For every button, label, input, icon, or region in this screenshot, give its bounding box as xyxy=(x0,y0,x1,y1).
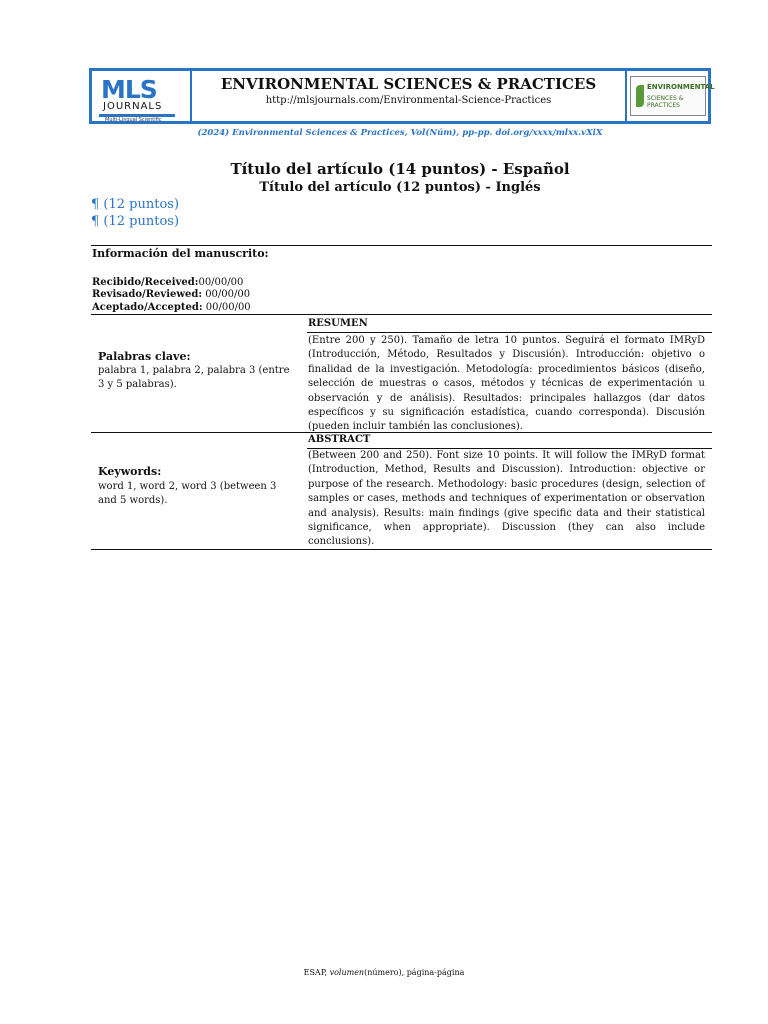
section-rule xyxy=(91,549,712,550)
author-line: ¶ (12 puntos) xyxy=(91,197,180,212)
keywords-en: word 1, word 2, word 3 (between 3 and 5 words). xyxy=(98,481,277,506)
keywords-label-en: Keywords: xyxy=(98,465,162,478)
revised-date xyxy=(92,289,250,300)
leaf-icon xyxy=(636,85,644,107)
author-line: ¶ (12 puntos) xyxy=(91,214,180,229)
section-rule xyxy=(91,432,712,433)
logo-right-line2: SCIENCES & PRACTICES xyxy=(647,95,684,109)
journal-title: ENVIRONMENTAL SCIENCES & PRACTICES xyxy=(220,75,597,93)
article-title-spanish: Título del artículo (14 puntos) - Español xyxy=(230,160,570,178)
page-footer xyxy=(0,968,768,977)
footer-suffix: (número), página-página xyxy=(364,968,465,977)
logo-journals-text: JOURNALS xyxy=(103,101,163,112)
citation-line: (2024) Environmental Sciences & Practices, Vol(Núm), pp-pp. doi.org/xxxx/mlxx.vXiX xyxy=(197,128,603,138)
revised-label: Revisado/Reviewed: xyxy=(92,289,203,300)
abstract-heading: ABSTRACT xyxy=(308,434,371,445)
received-date xyxy=(92,277,243,288)
revised-value: 00/00/00 xyxy=(202,289,251,300)
keywords-es: palabra 1, palabra 2, palabra 3 (entre 3 y 5 palabras). xyxy=(98,365,290,390)
heading-rule xyxy=(307,332,712,333)
resumen-text: (Entre 200 y 250). Tamaño de letra 10 puntos. Seguirá el formato IMRyD (Introducción, Método, Resultados y Discusión). Introducción: objetivo o finalidad de la investigación. Metodología: procedimientos básicos (diseño, selección de muestras o casos, métodos y técnicas de experimentación u observación y de análisis). Resultados: principales hallazgos (dar datos específicos y su significación estadística, cuando corresponda). Discusión (pueden incluir también las conclusiones). xyxy=(308,335,705,433)
received-value: 00/00/00 xyxy=(198,277,244,288)
section-rule xyxy=(91,314,712,315)
resumen-heading: RESUMEN xyxy=(308,318,368,329)
accepted-date xyxy=(92,302,251,313)
footer-prefix: ESAP, xyxy=(303,968,330,977)
journal-header xyxy=(89,68,715,124)
footer-volume: volumen xyxy=(329,968,365,977)
environmental-sciences-logo xyxy=(630,76,715,116)
accepted-value: 00/00/00 xyxy=(202,302,251,313)
manuscript-info-heading: Información del manuscrito: xyxy=(92,247,269,260)
logo-tagline: Multi-Lingual Scientific xyxy=(105,117,162,123)
article-title-english: Título del artículo (12 puntos) - Inglés xyxy=(259,180,541,195)
received-label: Recibido/Received: xyxy=(92,277,199,288)
keywords-label-es: Palabras clave: xyxy=(98,350,191,363)
logo-right-line1: ENVIRONMENTAL xyxy=(647,83,715,91)
mls-journals-logo xyxy=(95,73,181,121)
header-divider-right xyxy=(625,71,627,121)
section-rule xyxy=(91,245,712,246)
accepted-label: Aceptado/Accepted: xyxy=(92,302,203,313)
logo-mls-text: MLS xyxy=(101,75,157,104)
abstract-text: (Between 200 and 250). Font size 10 points. It will follow the IMRyD format (Introduction, Method, Results and Discussion). Introduction: objective or purpose of the research. Methodology: basic procedures (design, selection of samples or cases, methods and techniques of experimentation or observation and analysis). Results: main findings (give specific data and their statistical significance, when appropriate). Discussion (they can also include conclusions). xyxy=(308,450,705,548)
journal-url[interactable]: http://mlsjournals.com/Environmental-Science-Practices xyxy=(265,95,552,106)
